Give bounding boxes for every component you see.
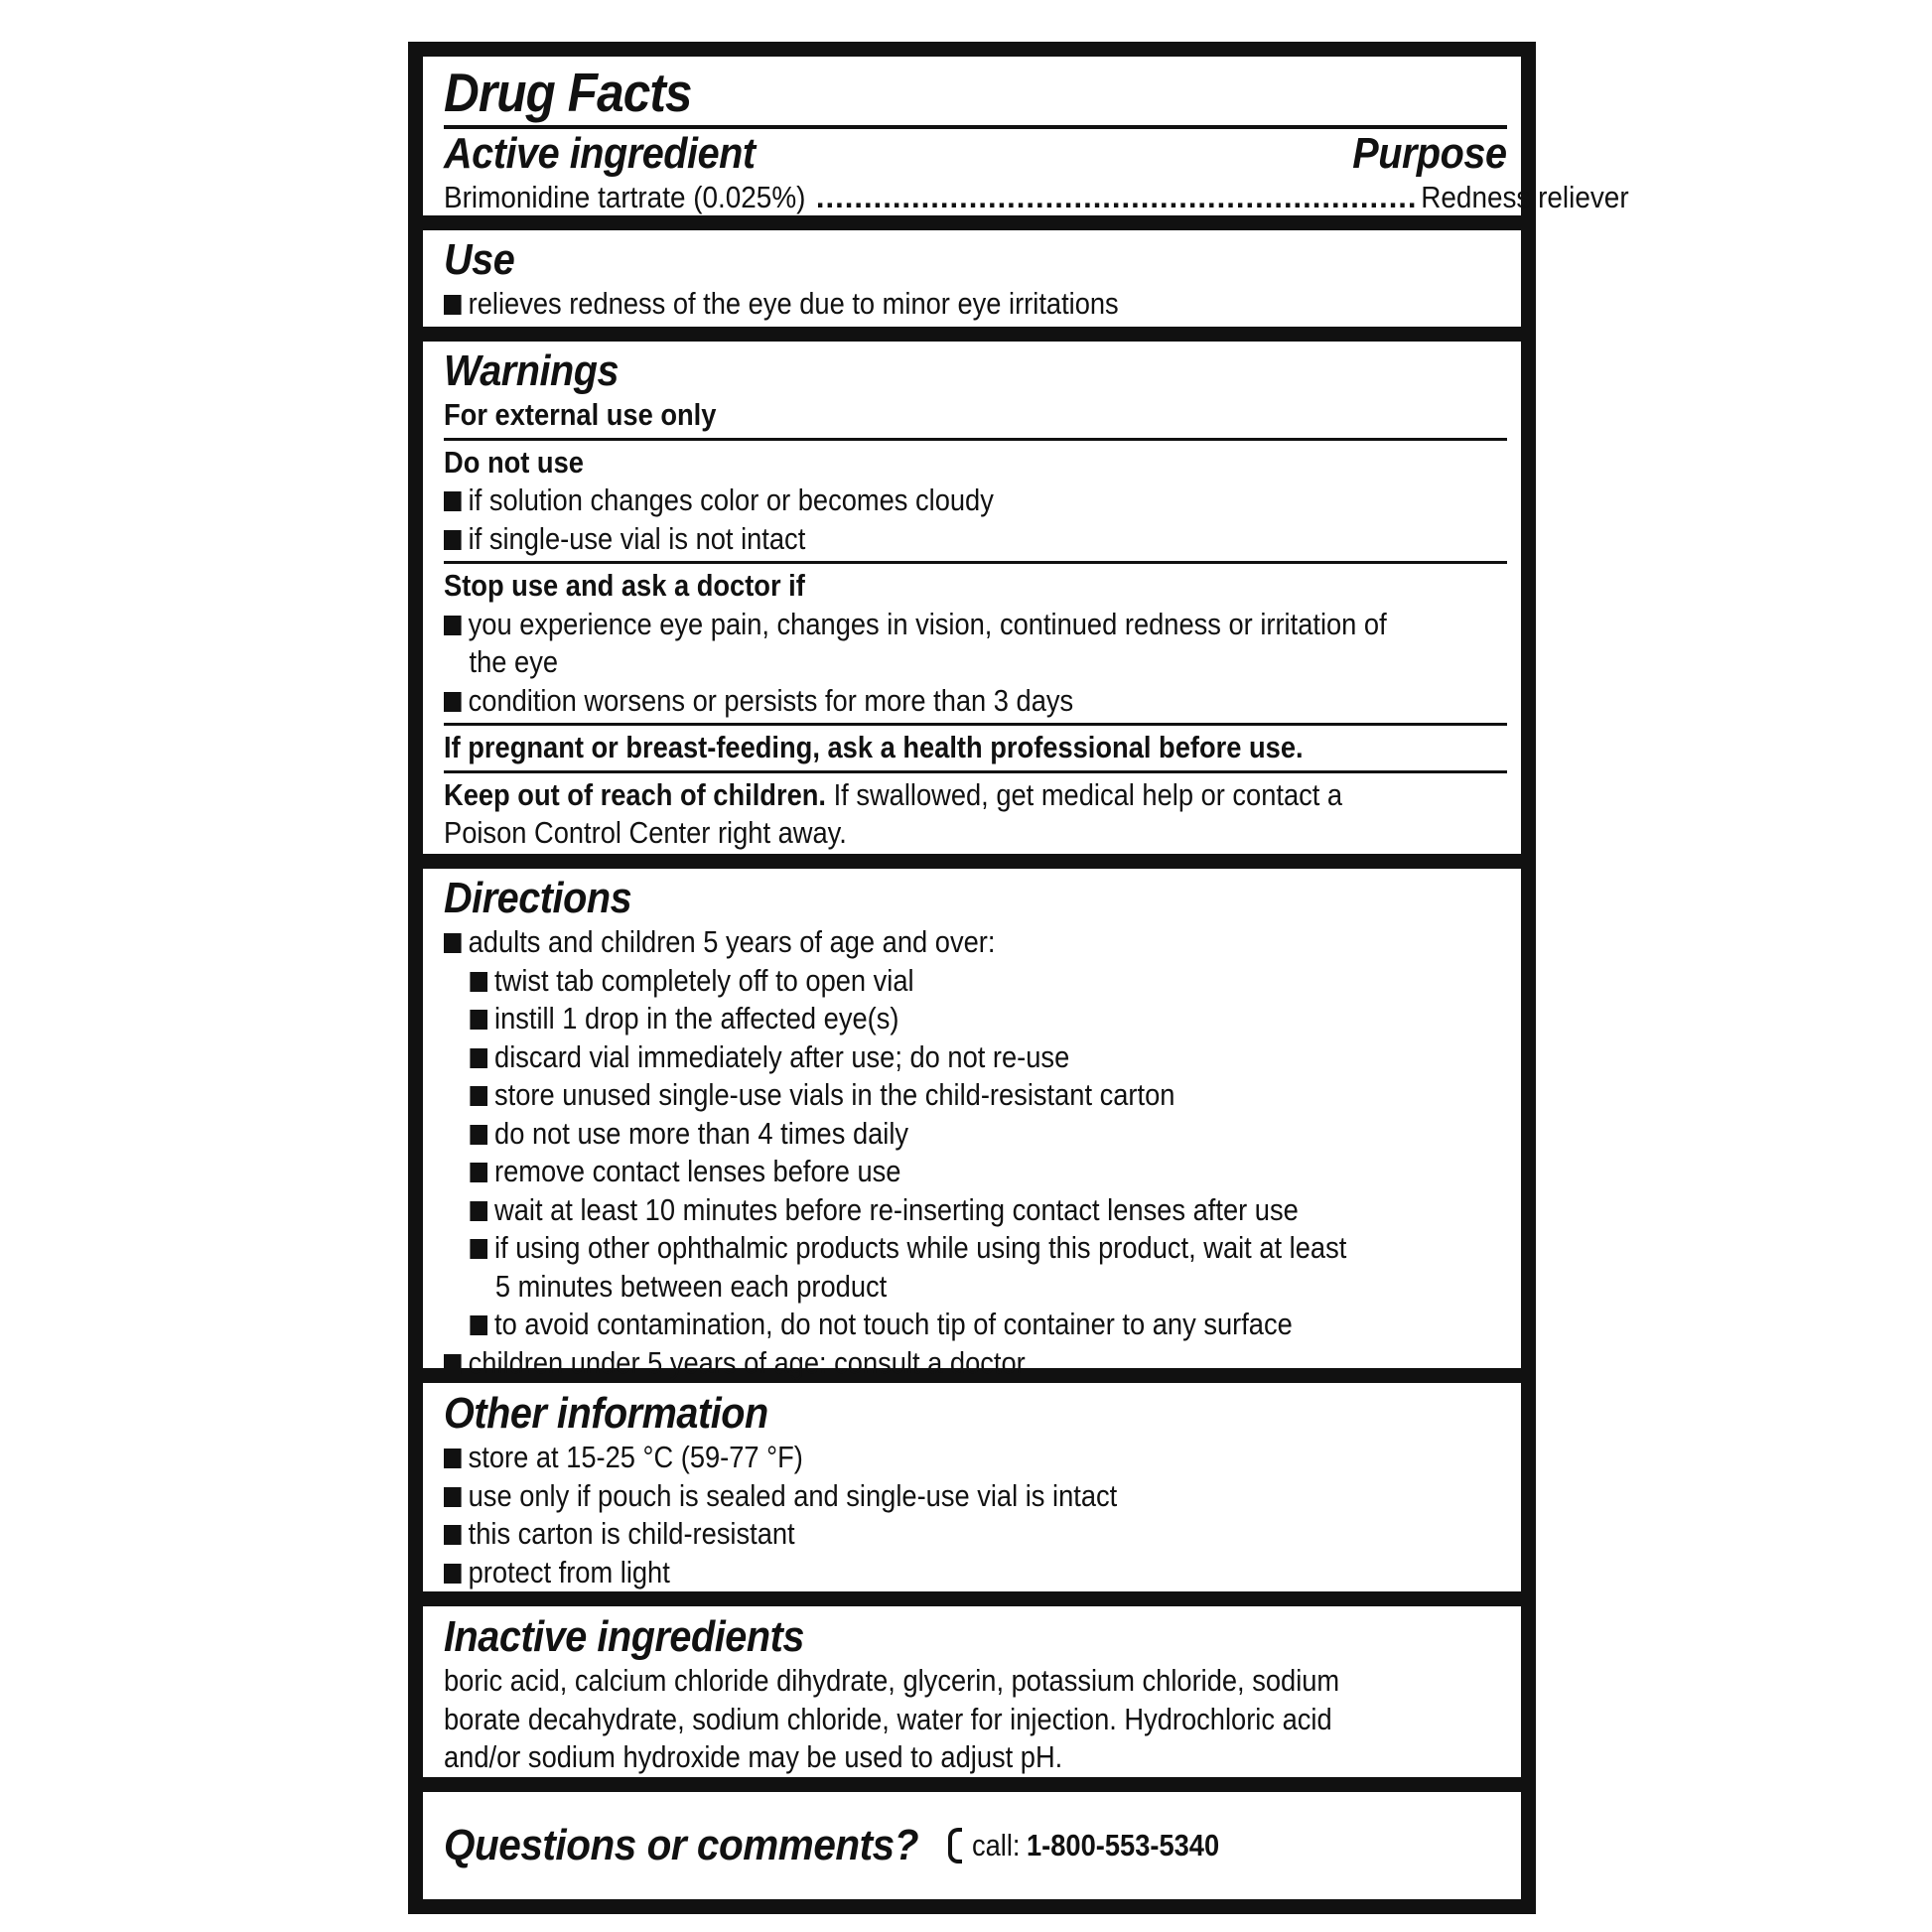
list-item: adults and children 5 years of age and over: [444,923,1379,962]
bullet-icon [444,933,462,953]
bullet-icon [470,1315,487,1335]
divider [444,561,1507,564]
use-section [423,230,1521,327]
list-item-continuation: the eye [469,644,559,679]
bullet-icon [470,1010,487,1030]
list-item: relieves redness of the eye due to minor eye irritations [444,285,1379,324]
sub-list-item: wait at least 10 minutes before re-inserting contact lenses after use [444,1191,1379,1230]
bullet-icon [444,1354,462,1374]
inactive-ingredients-text: borate decahydrate, sodium chloride, water for injection. Hydrochloric acid [444,1701,1332,1736]
divider [444,438,1507,441]
active-ingredient-section [423,57,1629,215]
bullet-icon [470,1048,487,1068]
bullet-icon [444,692,462,712]
bullet-icon [444,530,462,550]
bullet-icon [444,1487,462,1507]
keep-out-warning-cont: Poison Control Center right away. [444,815,847,850]
directions-section [423,869,1521,1380]
inactive-ingredients-section [423,1606,1521,1777]
bullet-icon [444,295,462,315]
list-item: if solution changes color or becomes cloudy [444,482,1379,520]
questions-heading: Questions or comments? [444,1821,918,1869]
phone-number[interactable]: 1-800-553-5340 [1027,1827,1220,1863]
active-ingredient-row [444,179,1629,217]
inactive-ingredients-text: boric acid, calcium chloride dihydrate, glycerin, potassium chloride, sodium [444,1663,1340,1698]
sub-list-item: discard vial immediately after use; do not re-use [444,1038,1379,1077]
list-item: children under 5 years of age: consult a doctor [444,1344,1379,1383]
stop-use-heading: Stop use and ask a doctor if [444,568,805,603]
warnings-section [423,342,1521,854]
active-heading-row [444,129,1507,179]
divider [444,770,1507,773]
bullet-icon [470,1201,487,1221]
divider [444,723,1507,726]
warnings-heading: Warnings [444,346,620,395]
bullet-icon [470,1163,487,1182]
inactive-ingredients-heading: Inactive ingredients [444,1612,804,1661]
bullet-icon [470,1125,487,1145]
bullet-icon [470,972,487,992]
ingredient-name: Brimonidine tartrate (0.025%) [444,180,806,214]
bullet-icon [444,1564,462,1584]
bullet-icon [470,1086,487,1106]
sub-list-item-continuation: 5 minutes between each product [494,1268,888,1304]
external-use-text: For external use only [444,397,717,432]
list-item: if single-use vial is not intact [444,520,1379,559]
drug-facts-panel [408,42,1629,1914]
bullet-icon [444,491,462,511]
bullet-icon [444,616,462,635]
other-information-heading: Other information [444,1389,768,1438]
list-item: protect from light [444,1554,1379,1592]
sub-list-item: instill 1 drop in the affected eye(s) [444,1000,1379,1038]
sub-list-item: do not use more than 4 times daily [444,1115,1379,1154]
list-item: use only if pouch is sealed and single-use vial is intact [444,1477,1379,1516]
sub-list-item: to avoid contamination, do not touch tip of container to any surface [444,1306,1379,1344]
sub-list-item: twist tab completely off to open vial [444,962,1379,1001]
list-item: you experience eye pain, changes in vision, continued redness or irritation of [444,606,1379,644]
active-ingredient-heading: Active ingredient [444,129,756,178]
sub-list-item: if using other ophthalmic products while using this product, wait at least [444,1229,1379,1268]
bullet-icon [444,1525,462,1545]
dot-leader: ............................................................... [815,180,1418,214]
inactive-ingredients-text: and/or sodium hydroxide may be used to adjust pH. [444,1739,1063,1774]
purpose-heading: Purpose [1352,129,1507,178]
drug-facts-title: Drug Facts [444,62,692,123]
bullet-icon [444,1449,462,1468]
pregnancy-warning: If pregnant or breast-feeding, ask a health professional before use. [444,730,1304,764]
directions-heading: Directions [444,874,632,922]
keep-out-warning: Keep out of reach of children. If swallowed, get medical help or contact a [444,776,1343,812]
use-heading: Use [444,235,515,284]
phone-icon [948,1828,962,1863]
questions-section [423,1792,1521,1899]
bullet-icon [470,1239,487,1259]
list-item: store at 15-25 °C (59-77 °F) [444,1439,1379,1477]
sub-list-item: remove contact lenses before use [444,1153,1379,1191]
list-item: this carton is child-resistant [444,1515,1379,1554]
call-label: call: [971,1827,1028,1863]
do-not-use-heading: Do not use [444,444,584,480]
purpose-value: Redness reliever [1420,180,1629,214]
list-item: condition worsens or persists for more than 3 days [444,682,1379,721]
other-information-section [423,1383,1521,1591]
sub-list-item: store unused single-use vials in the child-resistant carton [444,1076,1379,1115]
